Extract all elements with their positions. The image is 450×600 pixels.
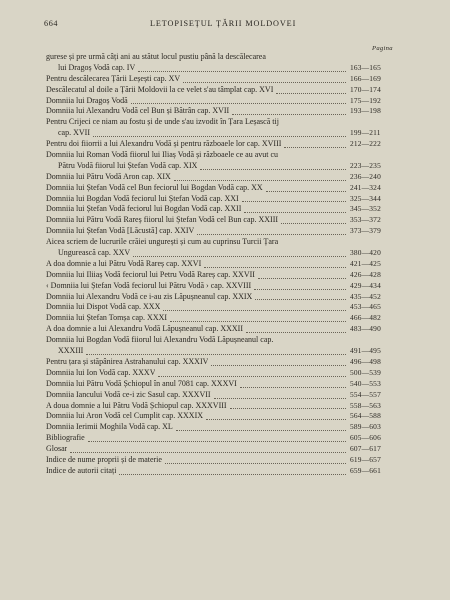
toc-entry-pages: 491—495: [350, 346, 381, 356]
toc-entry: [46, 379, 402, 390]
toc-entry-title: lui Dragoș Vodă cap. IV: [58, 62, 136, 72]
dot-leader: [138, 70, 346, 72]
toc-entry: [46, 150, 402, 161]
toc-entry-title: Domniia lui Pătru Vodă Aron cap. XIX: [46, 171, 171, 181]
toc-entry-title: Domniia lui Alexandru Vodă cel Bun și Bătrân cap. XVII: [46, 106, 230, 116]
toc-entry-title: Domniia lui Dragoș Vodă: [46, 95, 128, 105]
toc-entry-title: A doua domnie a lui Pătru Vodă Șchiopul cap. XXXVIII: [46, 400, 227, 410]
toc-entry-title: Domniia lui Aron Vodă cel Cumplit cap. XXXIX: [46, 411, 204, 421]
toc-entry: [46, 302, 402, 313]
toc-entry-title: Pentru doi fiiorrii a lui Alexandru Vodă și pentru războaele lor cap. XVIII: [46, 139, 282, 149]
toc-entry-title: Domniia lui Bogdan Vodă fiiorul lui Alexandru Vodă Lăpușneanul cap.: [46, 335, 274, 345]
toc-entry: [46, 52, 402, 63]
toc-entry-pages: 564—588: [350, 411, 381, 421]
toc-entry-pages: 380—420: [350, 248, 381, 258]
toc-entry: [46, 411, 402, 422]
toc-entry-pages: 619—657: [350, 454, 381, 464]
toc-entry-title: ‹ Domniia lui Ștefan Vodă feciorul lui Pătru Vodă › cap. XXVIII: [46, 280, 252, 290]
toc-entry-pages: 373—379: [350, 226, 381, 236]
dot-leader: [183, 81, 346, 83]
dot-leader: [176, 429, 346, 431]
toc-entry-pages: 353—372: [350, 215, 381, 225]
toc-entry-title: Domniia lui Alexandru Vodă ce i-au zis Lăpușneanul cap. XXIX: [46, 291, 253, 301]
toc-entry-pages: 554—557: [350, 389, 381, 399]
toc-entry: [46, 139, 402, 150]
toc-entry-title: Domniia Iancului Vodă ce-i zic Sasul cap. XXXVII: [46, 389, 211, 399]
toc-entry-title: cap. XVII: [58, 128, 90, 138]
toc-entry-title: XXXIII: [58, 346, 84, 356]
toc-entry-title: Pătru Vodă fiiorul lui Ștefan Vodă cap. XIX: [58, 160, 198, 170]
toc-entry-title: Ungurească cap. XXV: [58, 248, 131, 258]
toc-entry: [46, 422, 402, 433]
dot-leader: [133, 255, 346, 257]
toc-entry: [46, 466, 402, 477]
toc-entry-title: Aicea scriem de lucrurile crăiei ungurești și cum au cuprinsu Turcii Țara: [46, 237, 279, 247]
page-number: 664: [44, 19, 59, 28]
toc-entry-title: Pentru țara și stăpânirea Astrahanului cap. XXXIV: [46, 356, 209, 366]
toc-entry-title: Indice de nume proprii și de materie: [46, 454, 162, 464]
toc-entry-pages: 236—240: [350, 171, 381, 181]
toc-entry-pages: 212—222: [350, 139, 381, 149]
running-title: LETOPISEȚUL ȚĂRII MOLDOVEI: [150, 19, 297, 28]
dot-leader: [88, 440, 346, 442]
toc-entry-pages: 429—434: [350, 280, 381, 290]
toc-entry: [46, 346, 402, 357]
dot-leader: [174, 179, 346, 181]
toc-entry: [46, 259, 402, 270]
table-of-contents: [46, 52, 402, 477]
toc-entry: [46, 106, 402, 117]
toc-entry-title: Domniia lui Ion Vodă cap. XXXV: [46, 367, 156, 377]
dot-leader: [211, 364, 346, 366]
toc-entry-pages: 175—192: [350, 95, 381, 105]
toc-entry-pages: 540—553: [350, 378, 381, 388]
toc-entry-pages: 223—235: [350, 160, 381, 170]
toc-entry-pages: 163—165: [350, 62, 381, 72]
toc-entry: [46, 117, 402, 128]
toc-entry-pages: 345—352: [350, 204, 381, 214]
toc-entry-pages: 241—324: [350, 182, 381, 192]
toc-entry-pages: 607—617: [350, 444, 381, 454]
dot-leader: [200, 168, 346, 170]
dot-leader: [266, 190, 346, 192]
dot-leader: [170, 320, 346, 322]
dot-leader: [158, 375, 346, 377]
toc-entry-title: Domniia lui Ștefan Vodă [Lăcustă] cap. XXIV: [46, 226, 195, 236]
dot-leader: [70, 451, 346, 453]
toc-entry: [46, 401, 402, 412]
toc-entry-pages: 453—465: [350, 302, 381, 312]
toc-entry-title: Domniia lui Ștefan Tomșa cap. XXXI: [46, 313, 168, 323]
dot-leader: [232, 113, 346, 115]
toc-entry-pages: 170—174: [350, 84, 381, 94]
toc-entry: [46, 161, 402, 172]
toc-entry-pages: 659—661: [350, 465, 381, 475]
dot-leader: [86, 353, 346, 355]
toc-entry: [46, 357, 402, 368]
toc-entry: [46, 368, 402, 379]
toc-entry-pages: 193—198: [350, 106, 381, 116]
dot-leader: [230, 407, 346, 409]
toc-entry: [46, 183, 402, 194]
toc-entry-title: Pentru Crijeci ce niam au fostu și de unde s'au izvodit în Țara Leșască tij: [46, 117, 279, 127]
dot-leader: [163, 309, 346, 311]
toc-entry: [46, 324, 402, 335]
toc-entry: [46, 172, 402, 183]
toc-entry-title: A doa domnie a lui Pătru Vodă Rareș cap. XXVI: [46, 258, 202, 268]
toc-entry-pages: 325—344: [350, 193, 381, 203]
toc-entry-title: gurese și pre urmă câți ani au stătut locul pustiu până la descălecarea: [46, 52, 266, 61]
toc-entry: [46, 215, 402, 226]
dot-leader: [214, 397, 346, 399]
page-header: [0, 19, 450, 33]
toc-entry-title: Descălecatul al doile a Țării Moldovii la ce velet s'au tâmplat cap. XVI: [46, 84, 274, 94]
dot-leader: [255, 298, 346, 300]
toc-entry: [46, 433, 402, 444]
toc-entry-pages: 435—452: [350, 291, 381, 301]
toc-entry: [46, 281, 402, 292]
toc-entry-pages: 426—428: [350, 269, 381, 279]
toc-entry-title: Domniia lui Pătru Vodă Rareș fiiorul lui Ștefan Vodă cel Bun cap. XXIII: [46, 215, 279, 225]
toc-entry-pages: 605—606: [350, 433, 381, 443]
toc-entry: [46, 194, 402, 205]
toc-entry: [46, 237, 402, 248]
toc-entry: [46, 335, 402, 346]
toc-entry-title: A doa domnie a lui Alexandru Vodă Lăpușneanul cap. XXXII: [46, 324, 243, 334]
toc-entry-title: Pentru descălecarea Țării Leșești cap. XV: [46, 73, 181, 83]
dot-leader: [258, 277, 346, 279]
toc-entry-title: Domniia lui Dispot Vodă cap. XXX: [46, 302, 161, 312]
toc-entry-title: Indice de autorii citați: [46, 465, 117, 475]
toc-entry-pages: 166—169: [350, 73, 381, 83]
toc-entry-pages: 500—539: [350, 367, 381, 377]
toc-entry: [46, 444, 402, 455]
toc-entry: [46, 63, 402, 74]
dot-leader: [197, 233, 346, 235]
toc-entry-title: Domniia lui Roman Vodă fiiorul lui Iliaș Vodă și războaele ce au avut cu: [46, 150, 279, 160]
dot-leader: [276, 92, 346, 94]
dot-leader: [281, 222, 346, 224]
toc-entry-pages: 558—563: [350, 400, 381, 410]
pages-column-label: Pagina: [372, 45, 393, 52]
toc-entry: [46, 248, 402, 259]
dot-leader: [119, 473, 346, 475]
dot-leader: [93, 135, 346, 137]
toc-entry: [46, 390, 402, 401]
toc-entry: [46, 313, 402, 324]
toc-entry-title: Domniia lui Bogdan Vodă feciorul lui Ștefan Vodă cap. XXI: [46, 193, 239, 203]
toc-entry-title: Domniia lui Ștefan Vodă feciorul lui Bogdan Vodă cap. XXII: [46, 204, 242, 214]
toc-entry-title: Domniia lui Ștefan Vodă cel Bun feciorul lui Bogdan Vodă cap. XX: [46, 182, 263, 192]
dot-leader: [254, 288, 346, 290]
toc-entry: [46, 85, 402, 96]
toc-entry-pages: 421—425: [350, 258, 381, 268]
dot-leader: [242, 200, 346, 202]
toc-entry: [46, 292, 402, 303]
toc-entry: [46, 128, 402, 139]
toc-entry: [46, 226, 402, 237]
toc-entry: [46, 204, 402, 215]
toc-entry-pages: 466—482: [350, 313, 381, 323]
toc-entry-title: Domniia Ierimii Moghila Vodă cap. XL: [46, 422, 173, 432]
dot-leader: [240, 386, 346, 388]
toc-entry: [46, 270, 402, 281]
toc-entry-title: Bibliografie: [46, 433, 85, 443]
dot-leader: [244, 211, 346, 213]
dot-leader: [206, 418, 346, 420]
toc-entry: [46, 455, 402, 466]
toc-entry-pages: 496—498: [350, 356, 381, 366]
toc-entry: [46, 74, 402, 85]
toc-entry-pages: 589—603: [350, 422, 381, 432]
toc-entry-title: Glosar: [46, 444, 68, 454]
dot-leader: [165, 462, 346, 464]
dot-leader: [131, 102, 346, 104]
toc-entry-title: Domniia lui Iliiaș Vodă feciorul lui Petru Vodă Rareș cap. XXVII: [46, 269, 255, 279]
toc-entry-title: Domniia lui Pătru Vodă Șchiopul în anul 7081 cap. XXXVI: [46, 378, 237, 388]
dot-leader: [246, 331, 346, 333]
toc-entry-pages: 483—490: [350, 324, 381, 334]
dot-leader: [284, 146, 346, 148]
toc-entry: [46, 96, 402, 107]
toc-entry-pages: 199—211: [350, 128, 381, 138]
dot-leader: [204, 266, 346, 268]
